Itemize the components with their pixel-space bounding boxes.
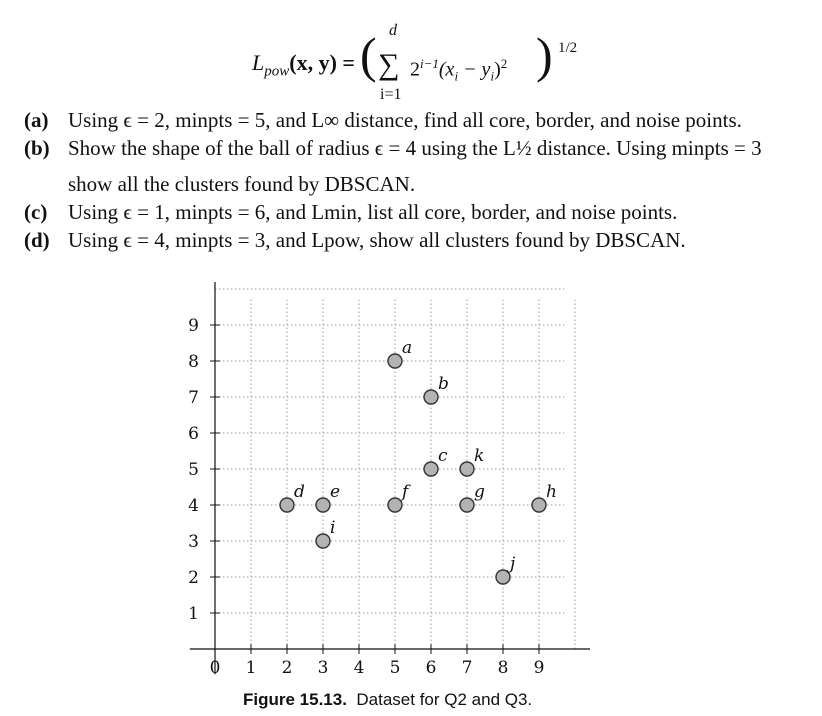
y-tick-label: 7: [188, 388, 199, 408]
formula-open-paren: (: [360, 27, 377, 83]
y-tick-label: 1: [188, 604, 199, 624]
data-point-g: [460, 498, 474, 512]
y-tick-label: 6: [188, 424, 199, 444]
data-point-h: [532, 498, 546, 512]
axes: [190, 282, 590, 674]
question-b-label: (b): [24, 136, 50, 160]
question-d: [24, 228, 686, 253]
data-point-e: [316, 498, 330, 512]
formula-sum-bottom: i=1: [380, 86, 402, 103]
grid-lines: [215, 289, 575, 649]
y-tick-label: 5: [188, 460, 199, 480]
point-label-d: d: [294, 482, 305, 502]
data-point-j: [496, 570, 510, 584]
point-label-c: c: [438, 446, 448, 466]
question-c: [24, 200, 678, 225]
point-label-a: a: [402, 338, 413, 358]
formula-sub-i2: i: [490, 68, 495, 84]
formula-l-sub: pow: [264, 63, 290, 80]
formula-minus: − y: [458, 58, 491, 81]
data-point-b: [424, 390, 438, 404]
x-tick-label: 5: [389, 658, 401, 678]
point-label-e: e: [330, 482, 341, 502]
x-tick-label: 4: [353, 658, 365, 678]
point-label-f: f: [402, 482, 409, 502]
data-point-a: [388, 354, 402, 368]
y-tick-label: 4: [188, 496, 199, 516]
question-c-label: (c): [24, 200, 48, 224]
x-tick-label: 6: [425, 658, 437, 678]
formula-base: 2: [410, 58, 420, 81]
question-d-label: (d): [24, 228, 50, 252]
data-point-i: [316, 534, 330, 548]
formula-lpow: [240, 18, 600, 106]
formula-sigma: ∑: [378, 48, 400, 81]
x-tick-label: 9: [533, 658, 545, 678]
point-label-h: h: [546, 482, 557, 502]
formula-outer-exp: 1/2: [558, 40, 578, 56]
question-a: [24, 108, 742, 133]
point-label-g: g: [474, 482, 485, 502]
x-tick-label: 2: [281, 658, 293, 678]
figure-caption-text: Dataset for Q2 and Q3.: [356, 690, 533, 709]
figure-caption-label: Figure 15.13.: [243, 690, 347, 709]
figure-caption: [243, 690, 532, 710]
question-a-text: Using ϵ = 2, minpts = 5, and L∞ distance, find all core, border, and noise points.: [68, 108, 742, 132]
formula-square: 2: [500, 56, 508, 71]
point-label-j: j: [510, 554, 516, 574]
question-b-line1: Show the shape of the ball of radius ϵ = 4 using the L½ distance. Using minpts = 3: [68, 136, 762, 160]
y-tick-label: 2: [188, 568, 199, 588]
data-point-f: [388, 498, 402, 512]
question-d-text: Using ϵ = 4, minpts = 3, and Lpow, show all clusters found by DBSCAN.: [68, 228, 686, 252]
formula-sum-top: d: [389, 22, 397, 39]
point-label-i: i: [330, 518, 336, 538]
question-c-text: Using ϵ = 1, minpts = 6, and Lmin, list all core, border, and noise points.: [68, 200, 678, 224]
point-label-k: k: [474, 446, 485, 466]
y-tick-label: 9: [188, 316, 199, 336]
question-b-line2: show all the clusters found by DBSCAN.: [68, 172, 416, 196]
formula-sub-i: i: [454, 68, 459, 84]
tick-labels: [188, 316, 544, 678]
x-tick-label: 0: [209, 658, 221, 678]
data-point-c: [424, 462, 438, 476]
formula-l: L: [252, 50, 265, 75]
x-tick-label: 8: [497, 658, 509, 678]
scatter-plot: [170, 282, 590, 682]
point-label-b: b: [438, 374, 449, 394]
formula-close-paren: ): [536, 27, 553, 83]
x-tick-label: 1: [245, 658, 257, 678]
data-point-d: [280, 498, 294, 512]
formula-body: (x: [438, 58, 455, 81]
question-a-label: (a): [24, 108, 49, 132]
data-point-k: [460, 462, 474, 476]
y-tick-label: 3: [188, 532, 199, 552]
x-tick-label: 7: [461, 658, 473, 678]
formula-args: (x, y) =: [289, 50, 355, 75]
x-tick-label: 3: [317, 658, 329, 678]
formula-term: [410, 56, 507, 85]
formula-term-exp: i−1: [420, 56, 439, 71]
question-b: [24, 136, 762, 161]
data-points: [280, 338, 557, 584]
formula-close: ): [494, 58, 501, 81]
y-tick-label: 8: [188, 352, 199, 372]
formula-lhs: [252, 50, 355, 80]
